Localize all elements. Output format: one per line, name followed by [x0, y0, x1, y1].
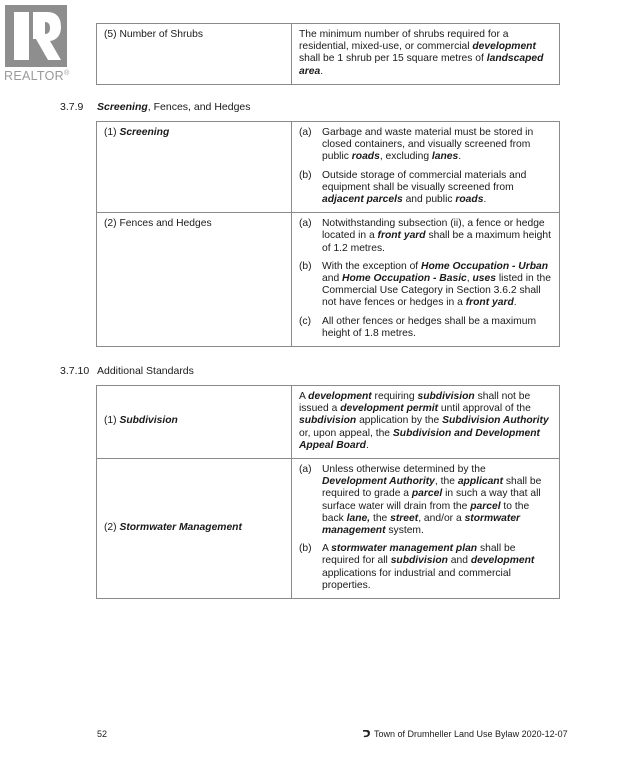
section-title: Additional Standards [97, 365, 194, 377]
shrubs-table [96, 23, 560, 85]
section-title-bold: Screening [97, 101, 148, 113]
row-items [292, 122, 560, 213]
footer-doc-title [362, 729, 568, 739]
row-items [292, 213, 560, 347]
item-text: Unless otherwise determined by the Development Authority, the applicant shall be required to grade a parcel in such a way that all surface water will drain from the parcel to the back lane, the street, and/or a stormwater management system. [322, 464, 542, 537]
item-marker: (b) [299, 169, 312, 181]
list-item [299, 543, 552, 592]
row-content: The minimum number of shrubs required for a residential, mixed-use, or commercial development shall be 1 shrub per 15 square metres of landscaped area. [292, 24, 560, 85]
realtor-logo [4, 5, 70, 83]
drumheller-logo-icon [362, 729, 371, 738]
row-label: (1) Screening [97, 122, 292, 213]
item-text: A stormwater management plan shall be required for all subdivision and development applications for industrial and commercial properties. [322, 543, 535, 591]
list-item [299, 218, 552, 255]
row-items [292, 459, 560, 599]
additional-standards-table [96, 385, 560, 599]
row-label: (1) Subdivision [97, 386, 292, 459]
table-row [97, 213, 560, 347]
section-heading-3-7-10 [60, 365, 194, 377]
section-number: 3.7.9 [60, 101, 84, 113]
list-item [299, 464, 552, 537]
item-marker: (c) [299, 315, 312, 327]
list-item [299, 127, 552, 164]
page-number: 52 [97, 729, 108, 739]
table-row [97, 386, 560, 459]
item-text: All other fences or hedges shall be a maximum height of 1.8 metres. [322, 315, 537, 339]
row-label: (2) Stormwater Management [97, 459, 292, 599]
item-marker: (a) [299, 127, 312, 138]
item-marker: (a) [299, 218, 312, 230]
list-item [299, 316, 552, 340]
list-item [299, 261, 552, 310]
item-marker: (a) [299, 464, 312, 476]
realtor-wordmark: REALTOR [4, 69, 64, 83]
section-title-rest: , Fences, and Hedges [147, 101, 251, 113]
registered-mark: ® [64, 69, 70, 77]
table-row [97, 459, 560, 599]
item-text: Outside storage of commercial materials and equipment shall be visually screened from adjacent parcels and public roads. [322, 169, 527, 206]
table-row [97, 24, 560, 85]
table-row [97, 122, 560, 213]
section-number: 3.7.10 [60, 365, 90, 377]
item-text: Notwithstanding subsection (ii), a fence or hedge located in a front yard shall be a maximum height of 1.2 metres. [322, 218, 551, 254]
item-marker: (b) [299, 543, 312, 555]
row-label: (2) Fences and Hedges [97, 213, 292, 347]
section-heading-3-7-9 [60, 101, 251, 113]
item-text: Garbage and waste material must be stored in closed containers, and visually screened from public roads, excluding lanes. [322, 127, 534, 163]
row-label: (5) Number of Shrubs [97, 24, 292, 85]
item-text: With the exception of Home Occupation - Urban and Home Occupation - Basic, uses listed in the Commercial Use Category in Section 3.6.2 shall not have fences or hedges in a front yard. [322, 260, 551, 309]
list-item [299, 170, 552, 207]
doc-title-text: Town of Drumheller Land Use Bylaw 2020-12-07 [374, 729, 568, 739]
item-marker: (b) [299, 260, 312, 272]
realtor-r-icon [5, 5, 67, 67]
screening-table [96, 121, 560, 347]
row-content: A development requiring subdivision shall not be issued a development permit until approval of the subdivision application by the Subdivision Authority or, upon appeal, the Subdivision and Development Appeal Board. [292, 386, 560, 459]
